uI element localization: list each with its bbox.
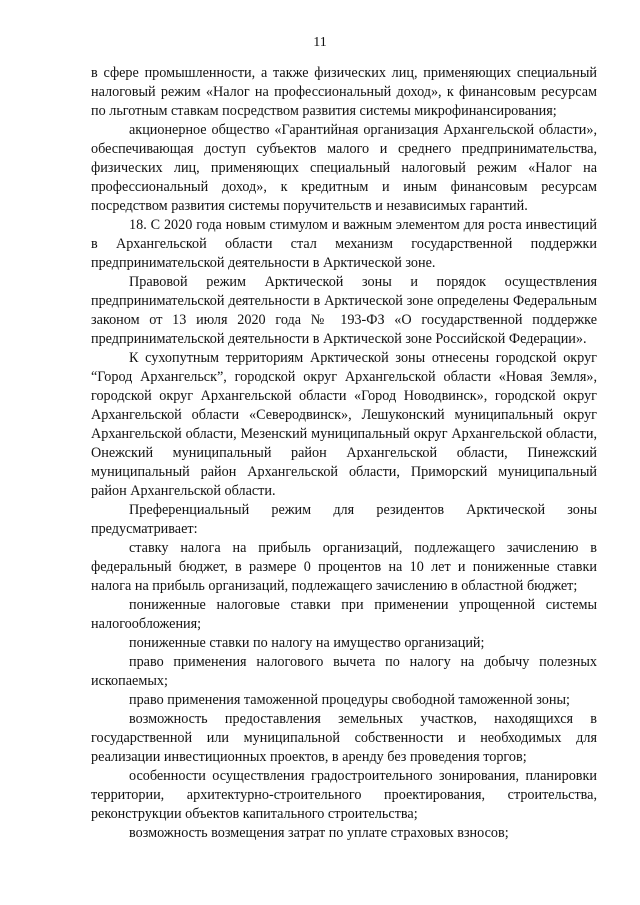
- list-item-insurance-contributions: возможность возмещения затрат по уплате страховых взносов;: [129, 825, 509, 841]
- paragraph-item-18: 18. С 2020 года новым стимулом и важным элементом для роста инвестиций в Архангельской области стал механизм государственной поддержки предпринимательской деятельности в Арктической зоне.: [91, 217, 597, 271]
- paragraph-preferential-regime: Преференциальный режим для резидентов Арктической зоны предусматривает:: [91, 502, 597, 537]
- paragraph-territories: К сухопутным территориям Арктической зоны отнесены городской округ “Город Архангельск”, городской округ Архангельской области «Новая Земля», городской округ Архангельской области «Город Новодвинск», городской округ Архангельской области «Северодвинск», Лешуконский муниципальный округ Архангельской области, Мезенский муниципальный округ Архангельской области, Онежский муниципальный район Архангельской области, Пинежский муниципальный район Архангельской области, Приморский муниципальный район Архангельской области.: [91, 350, 597, 499]
- list-item-profit-tax: ставку налога на прибыль организаций, подлежащего зачислению в федеральный бюджет, в размере 0 процентов на 10 лет и пониженные ставки налога на прибыль организаций, подлежащего зачислению в областной бюджет;: [91, 540, 597, 594]
- paragraph-legal-regime: Правовой режим Арктической зоны и порядок осуществления предпринимательской деятельности в Арктической зоне определены Федеральным законом от 13 июля 2020 года № 193-ФЗ «О государственной поддержке предпринимательской деятельности в Арктической зоне Российской Федерации».: [91, 274, 597, 347]
- list-item-urban-planning: особенности осуществления градостроительного зонирования, планировки территории, архитектурно-строительного проектирования, строительства, реконструкции объектов капитального строительства;: [91, 768, 597, 822]
- list-item-customs-zone: право применения таможенной процедуры свободной таможенной зоны;: [129, 692, 570, 708]
- list-item-land-plots: возможность предоставления земельных участков, находящихся в государственной или муниципальной собственности и необходимых для реализации инвестиционных проектов, в аренду без проведения торгов;: [91, 711, 597, 765]
- paragraph-continuation-microfinance: в сфере промышленности, а также физических лиц, применяющих специальный налоговый режим «Налог на профессиональный доход», к финансовым ресурсам по льготным ставкам посредством развития системы микрофинансирования;: [91, 65, 597, 119]
- paragraph-guarantee-organization: акционерное общество «Гарантийная организация Архангельской области», обеспечивающая доступ субъектов малого и среднего предпринимательства, физических лиц, применяющих специальный налоговый режим «Налог на профессиональный доход», к кредитным и иным финансовым ресурсам посредством развития системы поручительств и независимых гарантий.: [91, 122, 597, 214]
- document-body: [91, 64, 597, 843]
- list-item-property-tax: пониженные ставки по налогу на имущество организаций;: [129, 635, 485, 651]
- page-number: 11: [313, 35, 327, 50]
- list-item-simplified-tax: пониженные налоговые ставки при применении упрощенной системы налогообложения;: [91, 597, 597, 632]
- list-item-mineral-tax: право применения налогового вычета по налогу на добычу полезных ископаемых;: [91, 654, 597, 689]
